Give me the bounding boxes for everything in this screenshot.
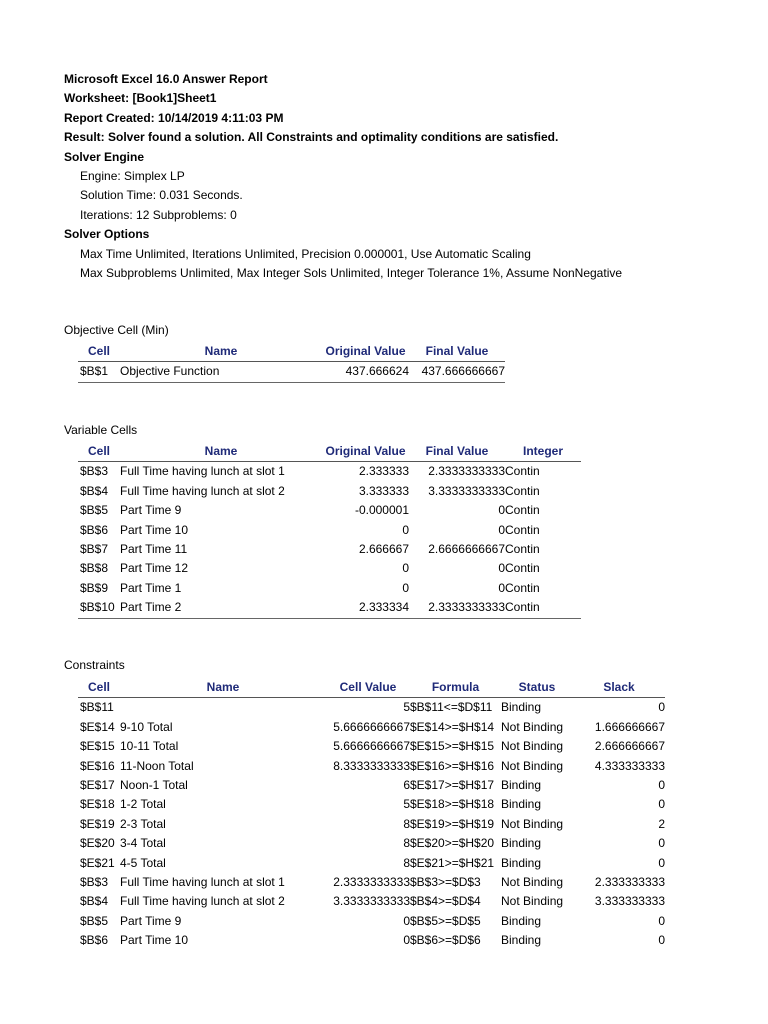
original-value: 2.666667 xyxy=(358,542,409,557)
table-row xyxy=(78,521,581,540)
table-row xyxy=(78,462,581,482)
slack: 0 xyxy=(658,700,665,715)
table-row xyxy=(78,795,665,814)
table-row xyxy=(78,362,505,382)
final-value: 0 xyxy=(498,580,505,595)
cell-value: 8 xyxy=(403,836,410,851)
cell-ref: $E$19 xyxy=(80,816,115,831)
cell-ref: $E$21 xyxy=(80,855,115,870)
cell-name: 1-2 Total xyxy=(120,797,166,812)
cell-name: 4-5 Total xyxy=(120,855,166,870)
original-value: 2.333333 xyxy=(358,464,409,479)
cell-name: Part Time 10 xyxy=(120,933,189,948)
cell-ref: $E$16 xyxy=(80,758,115,773)
cell-name: 2-3 Total xyxy=(120,816,166,831)
formula: $B$4>=$D$4 xyxy=(410,894,481,909)
cell-ref: $B$1 xyxy=(78,362,120,382)
cell-name: Part Time 11 xyxy=(120,542,188,557)
formula: $E$19>=$H$19 xyxy=(410,816,495,831)
cell-ref: $E$18 xyxy=(80,797,115,812)
cell-ref: $B$3 xyxy=(80,875,109,890)
final-value: 3.3333333333 xyxy=(428,483,505,498)
slack: 0 xyxy=(658,778,665,793)
integer-type: Contin xyxy=(505,542,540,557)
column-header: Slack xyxy=(573,678,665,698)
solver-engine-heading: Solver Engine xyxy=(64,149,145,164)
cell-name: Noon-1 Total xyxy=(120,778,188,793)
status: Binding xyxy=(501,933,542,948)
slack: 0 xyxy=(658,797,665,812)
cell-name: Objective Function xyxy=(120,362,322,382)
table-row xyxy=(78,757,665,776)
cell-value: 8.3333333333 xyxy=(333,758,410,773)
options-line-2: Max Subproblems Unlimited, Max Integer Sols Unlimited, Integer Tolerance 1%, Assume NonNegative xyxy=(80,265,623,280)
report-created-line: Report Created: 10/14/2019 4:11:03 PM xyxy=(64,110,284,125)
cell-value: 5 xyxy=(403,797,410,812)
column-header: Final Value xyxy=(409,442,505,462)
cell-value: 8 xyxy=(403,816,410,831)
cell-ref: $B$9 xyxy=(80,580,109,595)
cell-value: 2.3333333333 xyxy=(333,875,410,890)
table-row xyxy=(78,892,665,911)
cell-value: 0 xyxy=(403,933,410,948)
table-row xyxy=(78,579,581,598)
options-line-1: Max Time Unlimited, Iterations Unlimited, Precision 0.000001, Use Automatic Scaling xyxy=(80,246,531,261)
original-value: -0.000001 xyxy=(354,503,409,518)
column-header: Name xyxy=(120,678,326,698)
original-value: 0 xyxy=(402,561,409,576)
table-row xyxy=(78,931,665,950)
cell-ref: $B$7 xyxy=(80,542,109,557)
cell-value: 8 xyxy=(403,855,410,870)
cell-name: Part Time 9 xyxy=(120,503,182,518)
final-value: 0 xyxy=(498,561,505,576)
table-row xyxy=(78,501,581,520)
table-row xyxy=(78,854,665,873)
table-row xyxy=(78,698,665,718)
cell-ref: $B$5 xyxy=(80,913,109,928)
table-row xyxy=(78,598,581,618)
formula: $E$18>=$H$18 xyxy=(410,797,495,812)
table-row xyxy=(78,737,665,756)
formula: $B$6>=$D$6 xyxy=(410,933,481,948)
formula: $E$21>=$H$21 xyxy=(410,855,495,870)
status: Not Binding xyxy=(501,816,564,831)
final-value: 437.666666667 xyxy=(409,362,505,382)
integer-type: Contin xyxy=(505,522,540,537)
integer-type: Contin xyxy=(505,598,581,618)
original-value: 3.333333 xyxy=(358,483,409,498)
cell-name: Part Time 12 xyxy=(120,561,189,576)
formula: $E$17>=$H$17 xyxy=(410,778,495,793)
cell-ref: $B$11 xyxy=(80,700,114,715)
formula: $E$20>=$H$20 xyxy=(410,836,495,851)
formula: $B$3>=$D$3 xyxy=(410,875,481,890)
table-row xyxy=(78,834,665,853)
result-line: Result: Solver found a solution. All Constraints and optimality conditions are satisfied. xyxy=(64,130,559,145)
slack: 2.333333333 xyxy=(594,875,665,890)
slack: 0 xyxy=(658,855,665,870)
column-header: Cell xyxy=(78,342,120,362)
cell-ref: $B$5 xyxy=(80,503,109,518)
status: Binding xyxy=(501,700,542,715)
cell-ref: $B$10 xyxy=(78,598,120,618)
original-value: 0 xyxy=(402,522,409,537)
table-header-row xyxy=(78,442,581,462)
table-header-row xyxy=(78,678,665,698)
original-value: 0 xyxy=(402,580,409,595)
objective-table xyxy=(78,342,505,383)
status: Not Binding xyxy=(501,758,564,773)
cell-name: 9-10 Total xyxy=(120,719,173,734)
engine-line: Engine: Simplex LP xyxy=(80,168,185,183)
integer-type: Contin xyxy=(505,580,540,595)
cell-name: Part Time 2 xyxy=(120,598,322,618)
cell-ref: $B$8 xyxy=(80,561,109,576)
final-value: 2.3333333333 xyxy=(409,598,505,618)
table-row xyxy=(78,815,665,834)
cell-value: 5 xyxy=(403,700,410,715)
variables-section-title: Variable Cells xyxy=(64,423,138,437)
table-row xyxy=(78,718,665,737)
integer-type: Contin xyxy=(505,561,540,576)
slack: 1.666666667 xyxy=(594,719,665,734)
cell-name: Part Time 1 xyxy=(120,580,182,595)
cell-value: 0 xyxy=(403,913,410,928)
status: Not Binding xyxy=(501,719,564,734)
constraints-section-title: Constraints xyxy=(64,658,125,672)
table-row xyxy=(78,540,581,559)
table-row xyxy=(78,776,665,795)
column-header: Cell xyxy=(78,678,120,698)
cell-name: Full Time having lunch at slot 1 xyxy=(120,464,285,479)
slack: 0 xyxy=(658,836,665,851)
integer-type: Contin xyxy=(505,483,540,498)
original-value: 437.666624 xyxy=(322,362,409,382)
integer-type: Contin xyxy=(505,464,540,479)
cell-value: 3.3333333333 xyxy=(333,894,410,909)
slack: 0 xyxy=(658,933,665,948)
variables-table xyxy=(78,442,581,619)
cell-value: 5.6666666667 xyxy=(333,719,410,734)
cell-ref: $B$6 xyxy=(80,522,109,537)
cell-name: 10-11 Total xyxy=(120,739,179,754)
cell-ref: $B$6 xyxy=(80,933,109,948)
solution-time-line: Solution Time: 0.031 Seconds. xyxy=(80,188,243,203)
table-row xyxy=(78,912,665,931)
cell-ref: $E$17 xyxy=(80,778,115,793)
status: Binding xyxy=(501,913,542,928)
cell-name: Full Time having lunch at slot 2 xyxy=(120,894,285,909)
status: Binding xyxy=(501,778,542,793)
status: Not Binding xyxy=(501,875,564,890)
cell-ref: $E$20 xyxy=(80,836,115,851)
slack: 2 xyxy=(658,816,665,831)
cell-name: Full Time having lunch at slot 1 xyxy=(120,875,285,890)
formula: $E$14>=$H$14 xyxy=(410,719,495,734)
formula: $E$16>=$H$16 xyxy=(410,758,495,773)
column-header: Original Value xyxy=(322,442,409,462)
original-value: 2.333334 xyxy=(322,598,409,618)
column-header: Cell xyxy=(78,442,120,462)
status: Not Binding xyxy=(501,894,564,909)
cell-ref: $B$3 xyxy=(80,464,109,479)
final-value: 0 xyxy=(498,522,505,537)
cell-value: 6 xyxy=(403,778,410,793)
formula: $E$15>=$H$15 xyxy=(410,739,495,754)
cell-name: Full Time having lunch at slot 2 xyxy=(120,483,285,498)
solver-options-heading: Solver Options xyxy=(64,227,150,242)
worksheet-line: Worksheet: [Book1]Sheet1 xyxy=(64,91,217,106)
column-header: Cell Value xyxy=(326,678,410,698)
column-header: Final Value xyxy=(409,342,505,362)
table-row xyxy=(78,559,581,578)
slack: 3.333333333 xyxy=(594,894,665,909)
column-header: Name xyxy=(120,342,322,362)
cell-name: Part Time 10 xyxy=(120,522,189,537)
final-value: 0 xyxy=(498,503,505,518)
column-header: Integer xyxy=(505,442,581,462)
table-row xyxy=(78,482,581,501)
iterations-line: Iterations: 12 Subproblems: 0 xyxy=(80,207,237,222)
table-header-row xyxy=(78,342,505,362)
status: Binding xyxy=(501,855,542,870)
cell-ref: $E$14 xyxy=(80,719,115,734)
cell-name: 3-4 Total xyxy=(120,836,166,851)
cell-ref: $E$15 xyxy=(80,739,115,754)
formula: $B$11<=$D$11 xyxy=(410,700,493,715)
objective-section-title: Objective Cell (Min) xyxy=(64,323,169,337)
report-title: Microsoft Excel 16.0 Answer Report xyxy=(64,72,268,86)
cell-ref: $B$4 xyxy=(80,483,109,498)
cell-name: Part Time 9 xyxy=(120,913,182,928)
cell-value: 5.6666666667 xyxy=(333,739,410,754)
constraints-table xyxy=(78,678,665,951)
cell-name xyxy=(120,698,326,718)
table-row xyxy=(78,873,665,892)
final-value: 2.3333333333 xyxy=(428,464,505,479)
formula: $B$5>=$D$5 xyxy=(410,913,481,928)
cell-ref: $B$4 xyxy=(80,894,109,909)
status: Binding xyxy=(501,836,542,851)
status: Binding xyxy=(501,797,542,812)
column-header: Formula xyxy=(410,678,501,698)
cell-name: 11-Noon Total xyxy=(120,758,194,773)
final-value: 2.6666666667 xyxy=(428,542,505,557)
slack: 4.333333333 xyxy=(594,758,665,773)
column-header: Name xyxy=(120,442,322,462)
integer-type: Contin xyxy=(505,503,540,518)
report-header xyxy=(64,70,622,283)
slack: 0 xyxy=(658,913,665,928)
status: Not Binding xyxy=(501,739,564,754)
column-header: Status xyxy=(501,678,573,698)
column-header: Original Value xyxy=(322,342,409,362)
slack: 2.666666667 xyxy=(594,739,665,754)
